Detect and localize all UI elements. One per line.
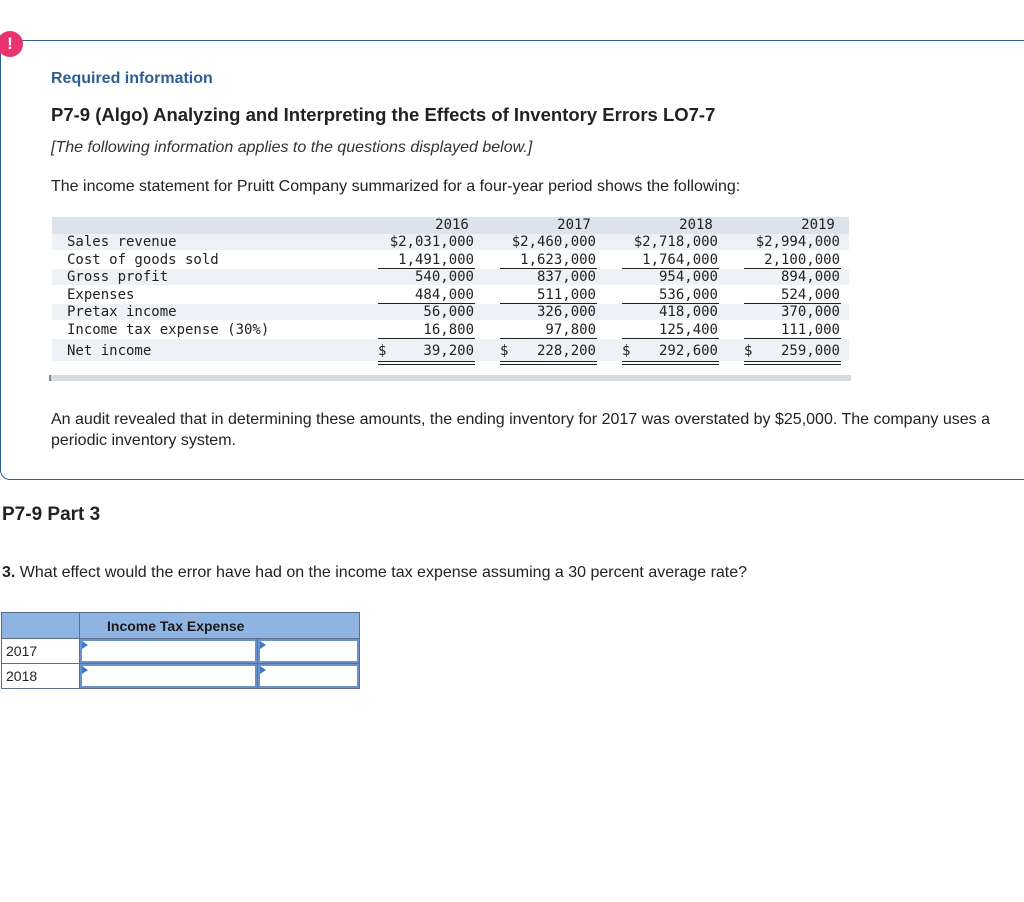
cell-value: 56,000 (423, 304, 474, 320)
year-header: 2019 (801, 217, 835, 233)
cell-value: 228,200 (536, 343, 596, 359)
cell-value: 954,000 (658, 269, 718, 285)
statement-row-net-income (52, 343, 849, 361)
cell-value: 511,000 (536, 286, 596, 303)
amount-cell (80, 639, 258, 664)
cell-value: $2,031,000 (389, 234, 474, 250)
cell-value: 370,000 (780, 304, 840, 320)
dropdown-marker-icon (82, 666, 88, 674)
amount-cell (80, 664, 258, 689)
cell-value: 1,623,000 (520, 251, 596, 268)
cell-value: 259,000 (780, 343, 840, 359)
cell-value: 536,000 (658, 286, 718, 303)
cell-value: $2,460,000 (511, 234, 596, 250)
row-label: Cost of goods sold (67, 251, 219, 268)
cell-value: 292,600 (658, 343, 718, 359)
problem-title: P7-9 (Algo) Analyzing and Interpreting the Effects of Inventory Errors LO7-7 (51, 104, 716, 125)
statement-row-income-tax (52, 322, 849, 340)
statement-row-sales-revenue (52, 234, 849, 252)
cell-value: 326,000 (536, 304, 596, 320)
cell-value: $2,994,000 (755, 234, 840, 250)
answer-amount-input-2018[interactable] (80, 664, 257, 688)
dropdown-marker-icon (260, 641, 266, 649)
direction-cell (258, 639, 360, 664)
answer-row-2018 (2, 664, 360, 689)
cell-value: 16,800 (423, 321, 474, 338)
cell-value: $2,718,000 (633, 234, 718, 250)
row-label: Income tax expense (30%) (67, 321, 270, 338)
question-text (2, 564, 747, 582)
answer-row-2017 (2, 639, 360, 664)
answer-direction-input-2017[interactable] (258, 639, 359, 663)
row-label: Net income (67, 343, 152, 359)
cell-value: 1,764,000 (642, 251, 718, 268)
table-scrollbar[interactable] (49, 375, 851, 381)
year-header: 2018 (679, 217, 713, 233)
answer-year: 2017 (2, 639, 80, 664)
statement-row-expenses (52, 287, 849, 305)
audit-text: An audit revealed that in determining these amounts, the ending inventory for 2017 was overstated by $25,000. The company uses a periodic inventory system. (51, 411, 990, 449)
header-blank (2, 613, 80, 639)
cell-value: 540,000 (414, 269, 474, 285)
question-number: 3. (2, 564, 16, 581)
cell-value: 111,000 (780, 321, 840, 338)
cell-value: 484,000 (414, 286, 474, 303)
answer-header: Income Tax Expense (80, 613, 360, 639)
dollar-sign: $ (378, 343, 387, 359)
dropdown-marker-icon (260, 666, 266, 674)
answer-direction-input-2018[interactable] (258, 664, 359, 688)
cell-value: 97,800 (545, 321, 596, 338)
question-body: What effect would the error have had on the income tax expense assuming a 30 percent average rate? (15, 564, 748, 581)
row-label: Gross profit (67, 269, 169, 285)
cell-value: 837,000 (536, 269, 596, 285)
year-header: 2016 (435, 217, 469, 233)
cell-value: 2,100,000 (764, 251, 840, 268)
dollar-sign: $ (622, 343, 631, 359)
statement-header-row (52, 217, 849, 235)
alert-icon: ! (0, 31, 23, 57)
cell-value: 125,400 (658, 321, 718, 338)
dropdown-marker-icon (82, 641, 88, 649)
row-label: Expenses (67, 286, 135, 303)
required-information-heading: Required information (51, 70, 213, 87)
answer-table-header-row (2, 613, 360, 639)
cell-value: 524,000 (780, 286, 840, 303)
part-title: P7-9 Part 3 (2, 504, 101, 525)
year-header: 2017 (557, 217, 591, 233)
row-label: Sales revenue (67, 234, 177, 250)
statement-row-cogs (52, 252, 849, 270)
cell-value: 418,000 (658, 304, 718, 320)
cell-value: 39,200 (423, 343, 474, 359)
answer-amount-input-2017[interactable] (80, 639, 257, 663)
intro-text: The income statement for Pruitt Company summarized for a four-year period shows the following: (51, 178, 741, 195)
statement-row-pretax-income (52, 304, 849, 322)
cell-value: 1,491,000 (398, 251, 474, 268)
cell-value: 894,000 (780, 269, 840, 285)
applies-note: [The following information applies to the questions displayed below.] (51, 139, 533, 156)
direction-cell (258, 664, 360, 689)
dollar-sign: $ (500, 343, 509, 359)
statement-row-gross-profit (52, 269, 849, 287)
row-label: Pretax income (67, 304, 177, 320)
dollar-sign: $ (744, 343, 753, 359)
answer-year: 2018 (2, 664, 80, 689)
answer-table (1, 612, 360, 689)
